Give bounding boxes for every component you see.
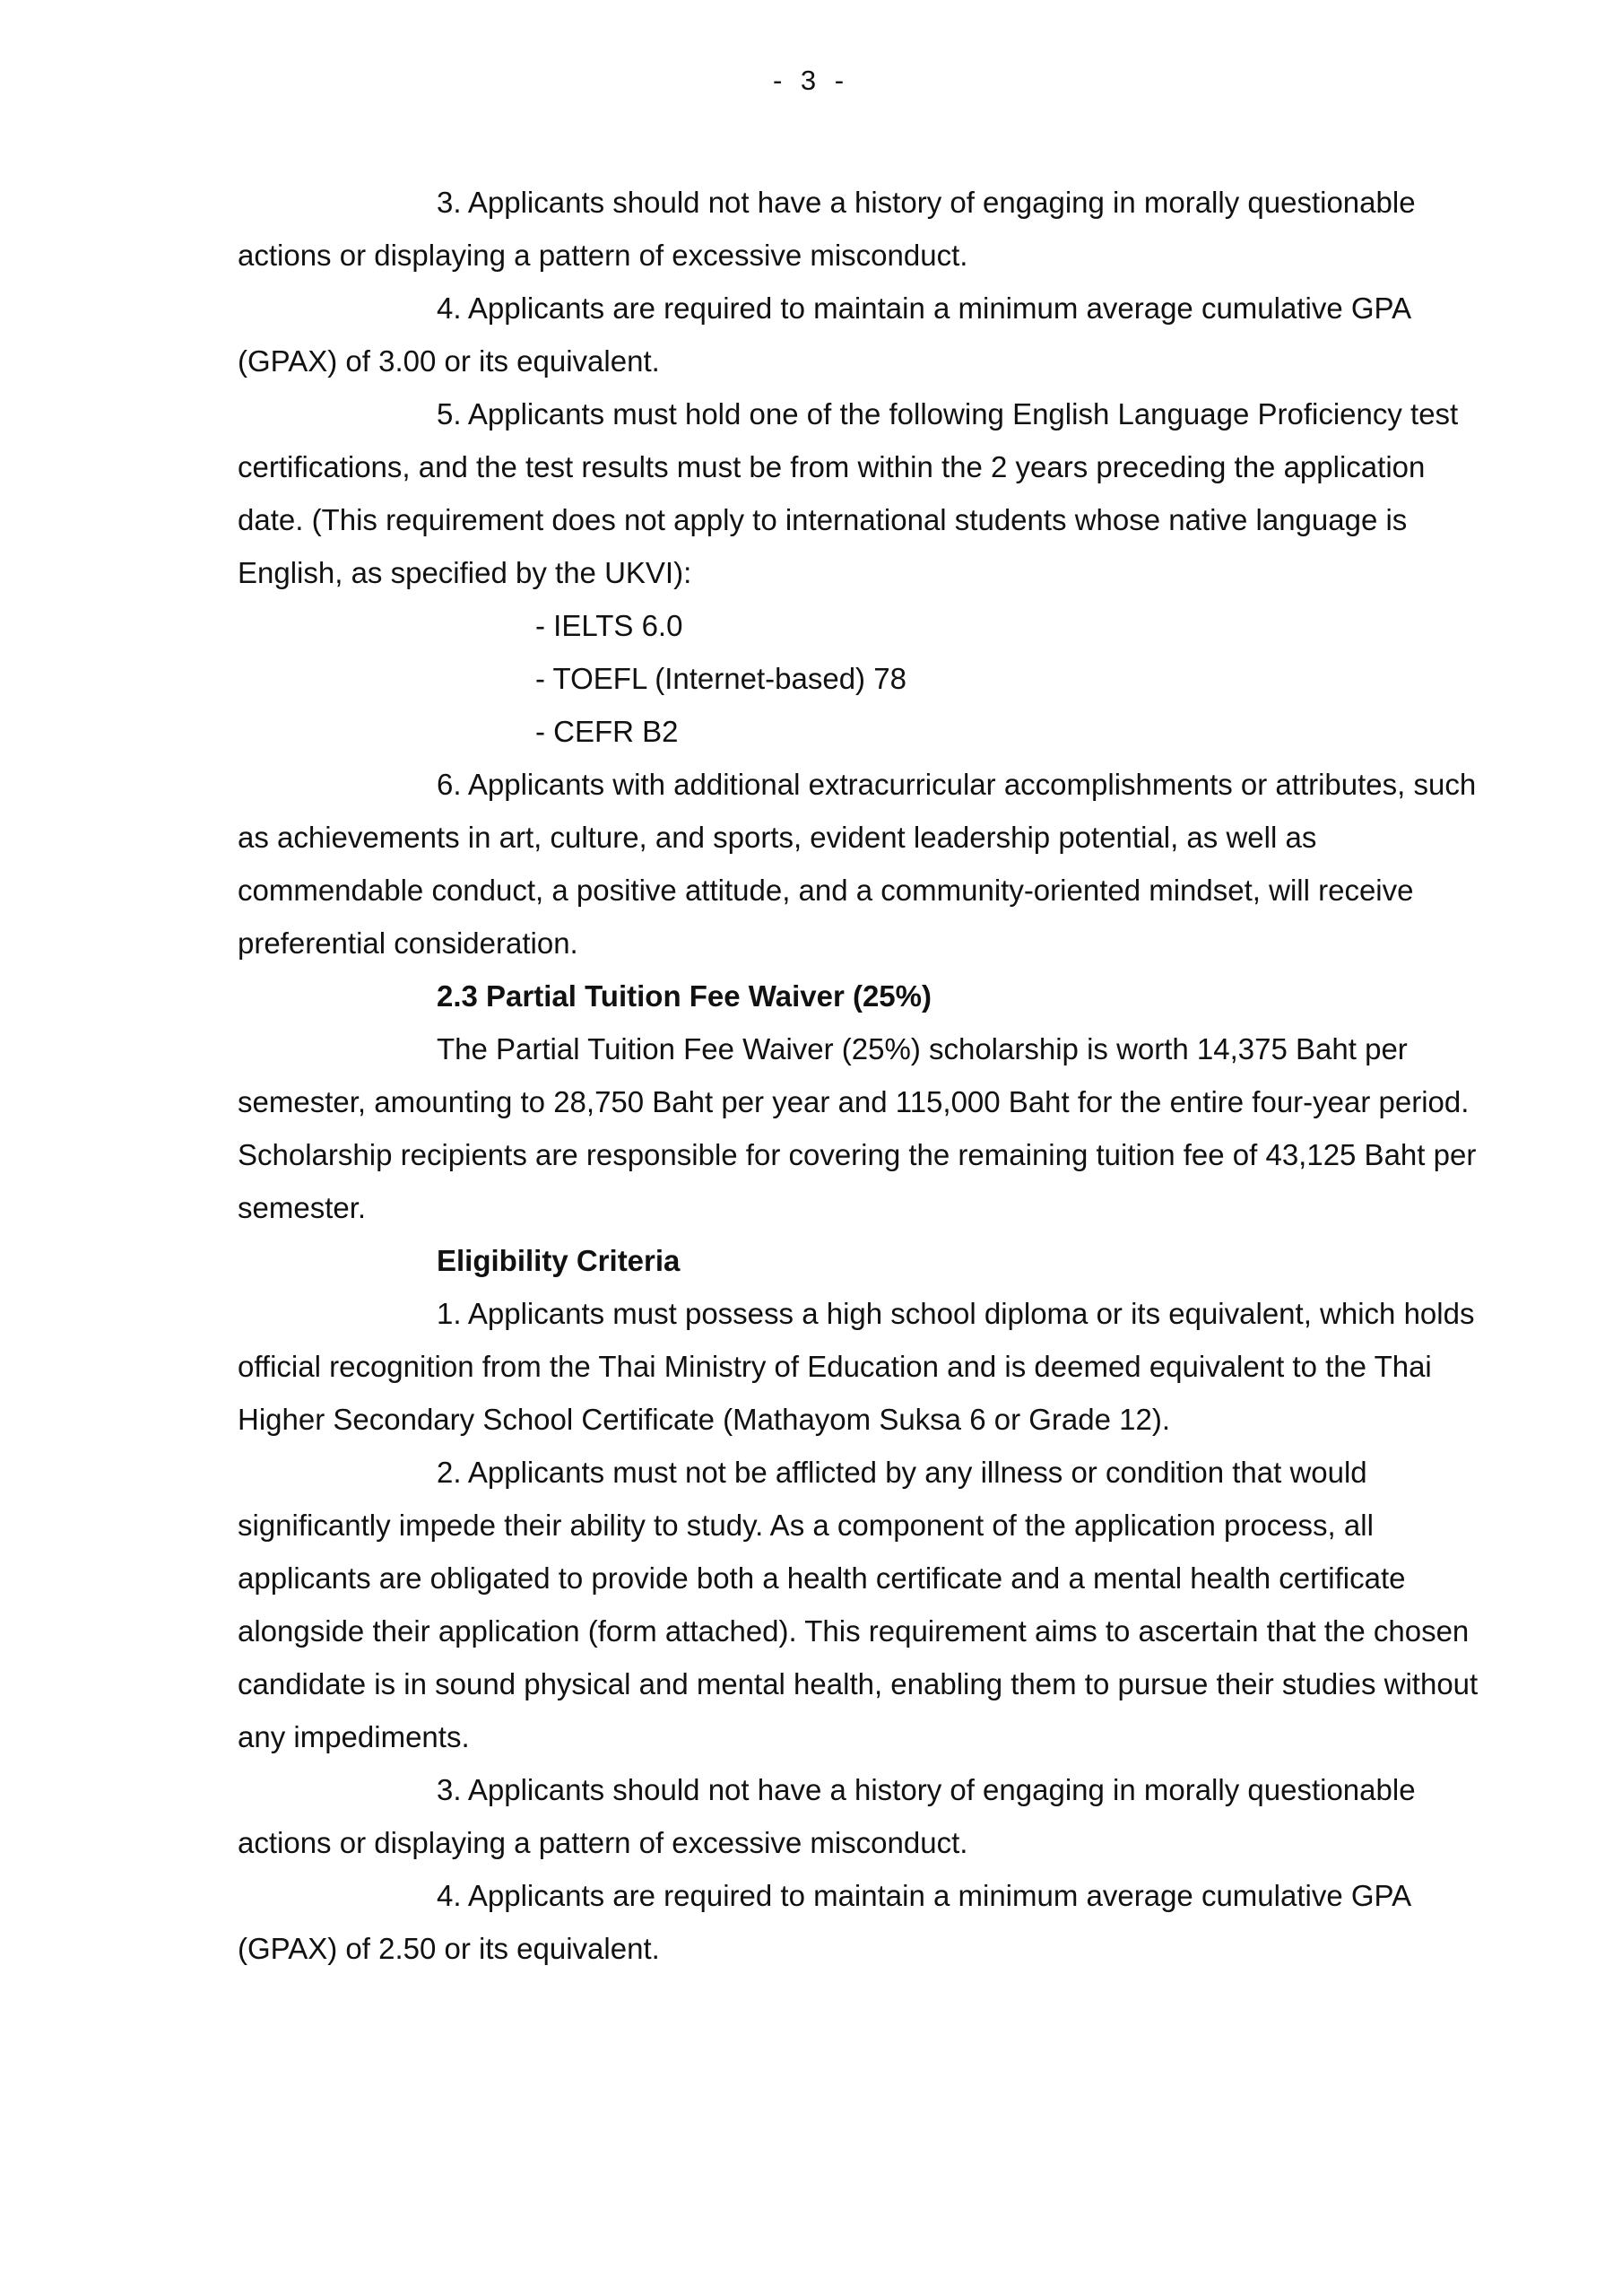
section-description: The Partial Tuition Fee Waiver (25%) scholarship is worth 14,375 Baht per semester, amounting to 28,750 Baht per year and 115,000 Baht for the entire four-year period. Scholarship recipients are responsible for covering the remaining tuition fee of 43,125 Baht per semester. — [238, 1032, 1477, 1224]
criterion-3-paragraph: 3. Applicants should not have a history of engaging in morally questionable actions or displaying a pattern of excessive misconduct. — [238, 1773, 1416, 1859]
criterion-4-paragraph: 4. Applicants are required to maintain a minimum average cumulative GPA (GPAX) of 2.50 or its equivalent. — [238, 1879, 1410, 1965]
criterion-1-paragraph: 1. Applicants must possess a high school diploma or its equivalent, which holds official recognition from the Thai Ministry of Education and is deemed equivalent to the Thai Higher Secondary School Certificate (Mathayom Suksa 6 or Grade 12). — [238, 1297, 1475, 1436]
criterion-6-paragraph: 6. Applicants with additional extracurricular accomplishments or attributes, such as achievements in art, culture, and sports, evident leadership potential, as well as commendable conduct, a positive attitude, and a community-oriented mindset, will receive preferential consideration. — [238, 768, 1477, 960]
eligibility-heading: Eligibility Criteria — [437, 1244, 681, 1277]
criterion-4-paragraph: 4. Applicants are required to maintain a minimum average cumulative GPA (GPAX) of 3.00 or its equivalent. — [238, 291, 1410, 378]
criterion-3-paragraph: 3. Applicants should not have a history of engaging in morally questionable actions or displaying a pattern of excessive misconduct. — [238, 186, 1416, 272]
page-number: - 3 - — [772, 65, 850, 96]
criterion-2-paragraph: 2. Applicants must not be afflicted by any illness or condition that would significantly impede their ability to study. As a component of the application process, all applicants are obligated to provide both a health certificate and a mental health certificate alongside their application (form attached). This requirement aims to ascertain that the chosen candidate is in sound physical and mental health, enabling them to pursue their studies without any impediments. — [238, 1456, 1479, 1753]
list-item: - TOEFL (Internet-based) 78 — [535, 662, 906, 695]
page-content — [238, 176, 1488, 1975]
list-item: - IELTS 6.0 — [535, 609, 683, 642]
list-item: - CEFR B2 — [535, 715, 679, 748]
criterion-5-paragraph: 5. Applicants must hold one of the following English Language Proficiency test certifications, and the test results must be from within the 2 years preceding the application date. (This requirement does not apply to international students whose native language is English, as specified by the UKVI): — [238, 397, 1459, 589]
section-heading: 2.3 Partial Tuition Fee Waiver (25%) — [437, 979, 932, 1013]
